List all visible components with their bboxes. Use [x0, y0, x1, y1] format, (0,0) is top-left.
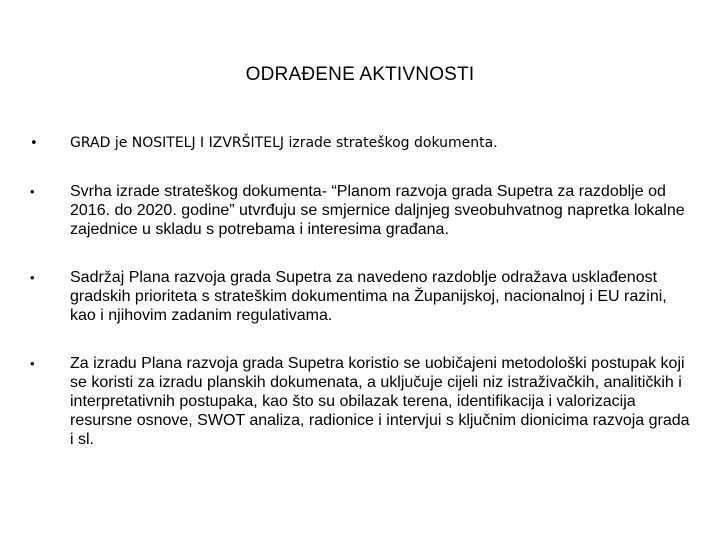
bullet-item-4 [30, 354, 690, 449]
bullet-item-1 [30, 134, 690, 153]
bullet-icon: • [30, 184, 35, 199]
bullet-text-2: Svrha izrade strateškog dokumenta- “Planom razvoja grada Supetra za razdoblje od 2016. do 2020. godine” utvrđuju se smjernice daljnjeg sveobuhvatnog napretka lokalne zajednice u skladu s potrebama i interesima građana. [70, 183, 685, 238]
bullet-item-3 [30, 268, 690, 325]
bullet-icon: • [30, 356, 35, 371]
bullet-icon: • [30, 136, 38, 151]
bullet-text-1: GRAD je NOSITELJ I IZVRŠITELJ izrade strateškog dokumenta. [70, 135, 498, 151]
bullet-text-3: Sadržaj Plana razvoja grada Supetra za navedeno razdoblje odražava usklađenost gradskih prioriteta s strateškim dokumentima na Županijskoj, nacionalnoj i EU razini, kao i njihovim zadanim regulativama. [70, 269, 667, 324]
slide-title: ODRAĐENE AKTIVNOSTI [245, 64, 475, 85]
bullet-icon: • [30, 270, 35, 285]
bullet-item-2 [30, 182, 690, 239]
bullet-text-4: Za izradu Plana razvoja grada Supetra koristio se uobičajeni metodološki postupak koji se koristi za izradu planskih dokumenata, a uključuje cijeli niz istraživačkih, analitičkih i interpretativnih postupaka, kao što su obilazak terena, identifikacija i valorizacija resursne osnove, SWOT analiza, radionice i intervjui s ključnim dionicima razvoja grada i sl. [70, 355, 690, 448]
bullet-list [30, 134, 690, 449]
